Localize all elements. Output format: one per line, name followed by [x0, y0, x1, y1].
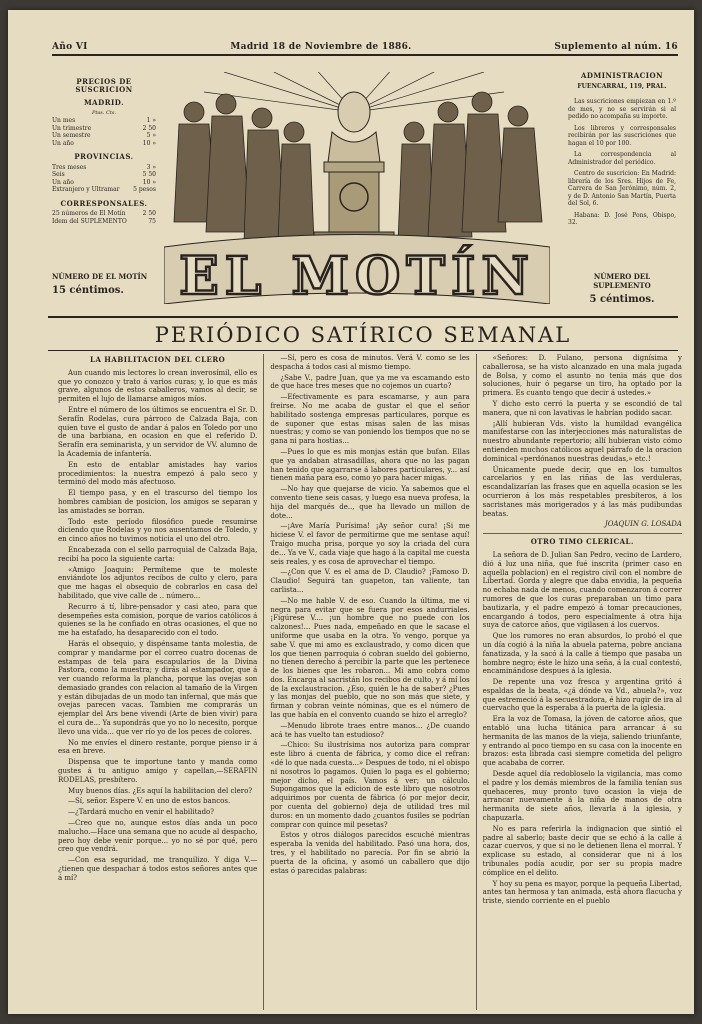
article-paragraph: El tiempo pasa, y en el trascurso del tiempo los hombres cambian de posicion, los amigos se separan y las amistades se borran.	[58, 489, 258, 515]
article-paragraph: —¿Tardará mucho en venir el habilitado?	[68, 808, 215, 817]
crowd-right	[398, 92, 542, 242]
date-label: Madrid 18 de Noviembre de 1886.	[230, 42, 412, 52]
supplement-label: Suplemento al núm. 16	[554, 42, 678, 52]
article-paragraph: —Creo que no, aunque estos días anda un poco malucho.—Hace una semana que no acude al despacho, pero hoy debe venir porque... yo no sé por qué, pero creo que vendrá.	[58, 819, 258, 854]
price-row-value: 10 »	[142, 139, 156, 147]
column-3	[476, 354, 688, 1010]
price-row-label: Idem del SUPLEMENTO	[52, 217, 127, 225]
price-row	[52, 218, 156, 226]
price-row	[52, 179, 156, 187]
article-paragraph: —Con esa seguridad, me tranquilizo. Y diga V.—¿tienen que despachar á todos estos señores antes que á mí?	[58, 856, 258, 882]
article-paragraph: —Sí, señor. Espere V. en uno de estos bancos.	[68, 797, 231, 806]
article-paragraph: —No hay que quejarse de vicio. Ya sabemos que el convento tiene seis casas, y luego esa nueva profesa, la hija del marqués de.., que ha llevado un millon de dote...	[270, 485, 470, 520]
issue-price	[52, 272, 160, 296]
price-row-value: 75	[148, 217, 156, 225]
column-2	[263, 354, 475, 1010]
price-row	[52, 210, 156, 218]
article-paragraph: Muy buenos días. ¿Es aquí la habilitacion del clero?	[68, 786, 253, 795]
price-row-value: 5 »	[146, 132, 156, 139]
price-row-value: 2 50	[142, 124, 156, 132]
divider	[483, 533, 682, 534]
article-paragraph: Dispensa que te importune tanto y manda como gustes á tu antiguo amigo y capellan,—SERAFIN RODELAS, presbítero.	[58, 758, 258, 784]
corresponsales-heading: CORRESPONSALES.	[60, 198, 148, 208]
year-label: Año VI	[52, 42, 88, 52]
crowd-left	[174, 94, 314, 242]
article-paragraph: —Pues lo que es mis monjas están que bufan. Ellas que ya andaban atrasadillas, ahora que no las pagan han tenido que agarrarse á labores particulares, y... así tienen maña para eso, como yo para hacer migas.	[270, 447, 470, 483]
article-paragraph: —Efectivamente es para escamarse, y aun para freirse. No me acaba de gustar el que el señor habilitado sostenga empresas particulares, porque es de suponer que estas misas salen de las misas nuestras; y como se van poniendo los tiempos que no se gana ni para hostias...	[270, 393, 470, 446]
article-paragraph: Recurro á tí, libre-pensador y casi ateo, para que desempeñes esta comision, porque de varios católicos á quienes se la he confiado en otras ocasiones, el que no me ha estafado, ha desaparecido con el todo.	[58, 602, 258, 638]
masthead-logo: EL MOTÍN	[179, 246, 535, 304]
article-paragraph: —Menudo librote traes entre manos... ¿De cuando acá te has vuelto tan estudioso?	[270, 721, 470, 739]
admin-note: Las suscriciones empiezan en 1.º de mes, y no se servirán si al pedido no acompaña su importe.	[568, 98, 676, 120]
article-paragraph: «Señores: D. Fulano, persona dignísima y caballerosa, se ha visto alcanzado en una mala jugada de Bolsa, y como el asunto no tenia más que dos soluciones, huir ó pegarse un tiro, ha optado por la primera. Es cuanto tengo que decir á ustedes.»	[482, 354, 682, 398]
article-paragraph: ¿Sabe V., padre Juan, que ya me va escamando esto de que hace tres meses que no cojemos un cuarto?	[270, 373, 470, 391]
article-signature: JOAQUIN G. LOSADA	[604, 520, 682, 529]
price-row-label: Un año	[52, 178, 74, 186]
article-title-timo: OTRO TIMO CLERICAL.	[530, 537, 634, 547]
price-row	[52, 140, 156, 148]
subscription-box	[52, 72, 156, 225]
price-row-label: Un trimestre	[52, 124, 92, 132]
article-paragraph: Era la voz de Tomasa, la jóven de catorce años, que entabló una lucha titánica para arrancar á su hermanita de las manos de la vieja, saliendo triunfante, y entrando al poco tiempo en su casa con la inocente en brazos: esta librada casi siempre cometida del peligro que acababa de correr.	[482, 715, 682, 768]
article-body-timo	[483, 551, 682, 906]
article-paragraph: No es para referirla la indignacion que sintió el padre al saberlo; baste decir que se echó á la calle á cazar cuervos, y que si no le detienen llena el morral. Y explicase su estado, al considerar que ni á los tribunales podía acudir, por ser su propia madre cómplice en el delito.	[482, 824, 682, 877]
article-body-ending	[483, 354, 682, 518]
madrid-heading: MADRID.	[83, 98, 125, 107]
article-paragraph: Estos y otros diálogos parecidos escuché mientras esperaba la venida del habilitado. Pasó una hora, dos, tres, y el habilitado no parecía. Por fin se abrió la puerta de la oficina, y asomó un caballero que dijo estas ó parecidas palabras:	[270, 831, 470, 875]
article-paragraph: Y hoy su pena es mayor, porque la pequeña Libertad, antes tan hermosa y tan animada, está ahora flacucha y triste, siendo corriente en el pueblo	[482, 879, 682, 906]
price-row-label: Extranjero y Ultramar	[52, 186, 120, 193]
price-row	[52, 125, 156, 133]
provincias-price-list	[52, 164, 156, 194]
article-paragraph: Y dicho esto cerró la puerta y se escondió de tal manera, que ni con lavativas le habrían podido sacar.	[482, 399, 682, 417]
price-row-label: Tres meses	[52, 163, 87, 171]
article-paragraph: Harás el obsequio, y dispénsame tanta molestia, de comprar y mandarme por el correo cuatro docenas de estampas de tela para escapularios de la Divina Pastora, como la muestra; y dirás al estampador, que á ver cuando reforma la plancha, porque las ovejas son demasiado grandes con relacion al tamaño de la Virgen y están dibujadas de un modo tan infernal, que más que ovejas parecen vacas. Tambien me comprarás un ejemplar del Ars bene vivendi (Arte de bien vivir) para el cura de... Ya supondrás que yo no lo necesito, porque llevo una vida... que ver río yo de los peces de colores.	[58, 639, 258, 736]
price-row-label: Seis	[52, 171, 65, 178]
article-body-habilitacion	[58, 369, 257, 883]
article-paragraph: Encabezada con el sello parroquial de Calzada Baja, recibí ha poco la siguiente carta:	[58, 545, 258, 563]
admin-note: La correspondencia al Administrador del periódico.	[568, 151, 676, 166]
corresponsales-price-list	[52, 210, 156, 225]
article-paragraph: —No me hable V. de eso. Cuando la última, me vi negra para evitar que se fuera por esos andurriales. ¡Figúrese V.... ¡un hombre que no puede con los calzones!... Pues nada, empeñado en que le sacase el uniforme que usaba en la otra. Yo vengo, porque ya sabe V. que mi amo es exclaustrado, y como dicen que los que tienen parroquia ó cobran sueldo del gobierno, no tienen derecho á percibir la parte que les pertenece de los bienes que les robaron... Mi amo cobra como dos. Encarga al sacristán los recibos de culto, y á mí los de la exclaustracion. ¿Eso, quién le ha de saber? ¿Pues y las monjas del pueblo, que no son más que siete, y firman y cobran veinte nóminas, que es el número de las que había en el convento cuando se hizo el arreglo?	[270, 596, 470, 720]
liberty-bust	[314, 92, 394, 244]
newspaper-page	[8, 10, 694, 1014]
price-row	[52, 164, 156, 172]
masthead-banner	[164, 235, 550, 305]
admin-note: Los libreros y corresponsales recibirán por las suscriciones que hagan el 10 por 100.	[568, 124, 676, 147]
article-paragraph: «Amigo Joaquin: Permíteme que te moleste enviándote los adjuntos recibos de culto y clero, para que me hagas el obsequio de cobrarlos en casa del habilitado, que vive calle de .. número...	[58, 565, 258, 600]
article-paragraph: En esto de entablar amistades hay varios procedimientos: la nuestra empezó á palo seco y terminó del modo más afectuoso.	[58, 460, 258, 487]
provincias-heading: PROVINCIAS.	[74, 152, 134, 161]
article-paragraph: De repente una voz fresca y argentina gritó á espaldas de la beata, «¿á dónde va Vd., abuela?», voz que estremeció á la secuestradora, é hizo rugir de ira al cuervacho que la esperaba á la puerta de la iglesia.	[482, 678, 682, 713]
price-row-value: 1 »	[146, 117, 156, 124]
article-title-habilitacion: LA HABILITACION DEL CLERO	[90, 355, 226, 364]
administration-address: FUENCARRAL, 119, PRAL.	[577, 82, 667, 90]
article-paragraph: Todo este período filosófico puede resumirse diciendo que Rodelas y yo nos ausentamos de Toledo, y en cinco años no tuvimos noticia el uno del otro.	[58, 517, 258, 544]
price-row-label: Un semestre	[52, 132, 91, 139]
administration-title: ADMINISTRACION	[580, 71, 664, 80]
price-row-value: 3 »	[146, 163, 156, 171]
subscription-title: PRECIOS DE SUSCRICION	[75, 77, 133, 94]
article-paragraph: Entre el número de los últimos se encuentra el Sr. D. Serafín Rodelas, cura párroco de Calzada Baja, con quien tuve el gusto de andar á palos en Toledo por uno de una barbiana, en ocasion en que el referido D. Serafín era seminarista, y un servidor de VV. alumno de la Academia de infantería.	[58, 405, 258, 458]
article-paragraph: —¿Con que V. es el ama de D. Claudio? ¡Famoso D. Claudio! Seguirá tan guapeton, tan valiente, tan carlista...	[270, 568, 470, 594]
article-paragraph: La señora de D. Julian San Pedro, vecino de Lardero, dió á luz una niña, que fué inscrita (primer caso en aquella poblacion) en el registro civil con el nombre de Libertad. Gorda y alegre que daba envidia, la pequeña no echaba nada de menos, cuando comenzaron á correr rumores de que los curas preparaban un timo para bautizarla, y el padre empezó á tomar precauciones, encargando á todos, pero especialmente á otra hija suya de catorce años, que vigilasen á los cuervos.	[482, 550, 682, 630]
administration-box	[568, 72, 676, 231]
article-paragraph: No me envíes el dinero restante, porque pienso ir á esa en breve.	[58, 738, 258, 756]
price-row-label: Un año	[52, 139, 74, 147]
issue-price-value: 15 céntimos.	[52, 285, 124, 296]
admin-note: Centro de suscricion: En Madrid: librería de los Sres. Hijos de Fe, Carrera de San Jerónimo, núm. 2, y de D. Antonio San Martín, Puerta del Sol, 6.	[568, 170, 676, 207]
price-row-value: 10 »	[142, 178, 156, 186]
admin-note: Habana: D. José Pons, Obispo, 32.	[568, 211, 676, 226]
price-row	[52, 132, 156, 140]
article-columns	[52, 354, 688, 1010]
masthead-title: PERIÓDICO SATÍRICO SEMANAL	[48, 316, 678, 351]
article-paragraph: —Chico: Su ilustrísima nos autoriza para comprar este libro á cuenta de fábrica, y como dice el refran: «dé lo que nada cuesta...» Despues de todo, ni el obispo ni nosotros lo pagamos. Quien lo paga es el gobierno; mejor dicho, el país. Vamos á ver; un cálculo. Supongamos que la edicion de este libro que nosotros adquirimos por cuenta de fábrica (ó por mejor decir, por cuenta del gobierno) deja de utilidad tres mil duros: en un momento dado ¿cuantos fusiles se podrían comprar con quince mil pesetas?	[270, 741, 470, 829]
price-row-label: Un mes	[52, 117, 76, 124]
supplement-price	[568, 272, 676, 305]
article-paragraph: Únicamente puede decir, que en los tumultos carcelarios y en las riñas de las verduleras, escandalizarían las frases que en aquella ocasion se les ocurrieron á los más respetables presbíteros, á los sacristanes más morigerados y á las más pudibundas beatas.	[482, 465, 682, 518]
price-row-value: 2 50	[142, 210, 156, 217]
price-row-value: 5 pesos	[133, 186, 156, 193]
article-paragraph: —Sí, pero es cosa de minutos. Verá V. como se les despacha á todos casi al mismo tiempo.	[270, 354, 470, 371]
supplement-price-label: NÚMERO DEL SUPLEMENTO	[593, 272, 651, 290]
price-row	[52, 186, 156, 194]
header-line	[52, 42, 678, 56]
units-label: Ptas. Cts.	[91, 109, 117, 116]
price-row-value: 5 50	[142, 171, 156, 178]
article-body-continued	[270, 354, 469, 875]
masthead-illustration	[164, 72, 550, 304]
madrid-price-list	[52, 117, 156, 147]
issue-price-label: NÚMERO DE EL MOTÍN	[52, 272, 148, 281]
article-paragraph: ¡Allí hubieran Vds. visto la humildad evangélica manifestarse con las interjecciones más naturalistas de nuestro abundante repertorio; allí hubieran visto cómo entienden muchos católicos aquel párrafo de la oracion dominical «perdónanos nuestras deudas,» etc.!	[482, 419, 682, 463]
article-paragraph: Que los rumores no eran absurdos, lo probó el que un día cogió á la niña la abuela paterna, pobre anciana fanatizada, y la sacó á la calle á tiempo que pasaba un hombre negro; éste le hizo una seña, á la cual contestó, encaminándose despues á la iglesia.	[482, 632, 682, 676]
article-paragraph: Desde aquel día redobloselo la vigilancia, mas como el padre y los demás miembros de la familia tenían sus quehaceres, muy pronto tuvo ocasion la vieja de arrancar nuevamente á la niña de manos de otra hermanita de siete años, llevarla á la iglesia, y chapuzarla.	[482, 770, 682, 823]
price-row-label: 25 números de El Motín	[52, 210, 126, 217]
price-row	[52, 171, 156, 179]
column-1	[52, 354, 263, 1010]
article-paragraph: —¡Ave María Purísima! ¡Ay señor cura! ¡Si me hiciese V. el favor de permitirme que me sentase aquí! Traigo mucha prisa, porque yo soy la criada del cura de... Ya ve V., cada viaje que hago á la capital me cuesta seis reales, y es cosa de aprovechar el tiempo.	[270, 522, 470, 566]
article-paragraph: Aun cuando mis lectores lo crean inverosímil, ello es que yo conozco y trato á varios curas; y, lo que es más grave, algunos de estos caballeros, vamos al decir, se permiten el lujo de llamarse amigos míos.	[58, 368, 258, 404]
administration-notes	[568, 98, 676, 227]
supplement-price-value: 5 céntimos.	[589, 294, 655, 305]
price-row	[52, 117, 156, 125]
